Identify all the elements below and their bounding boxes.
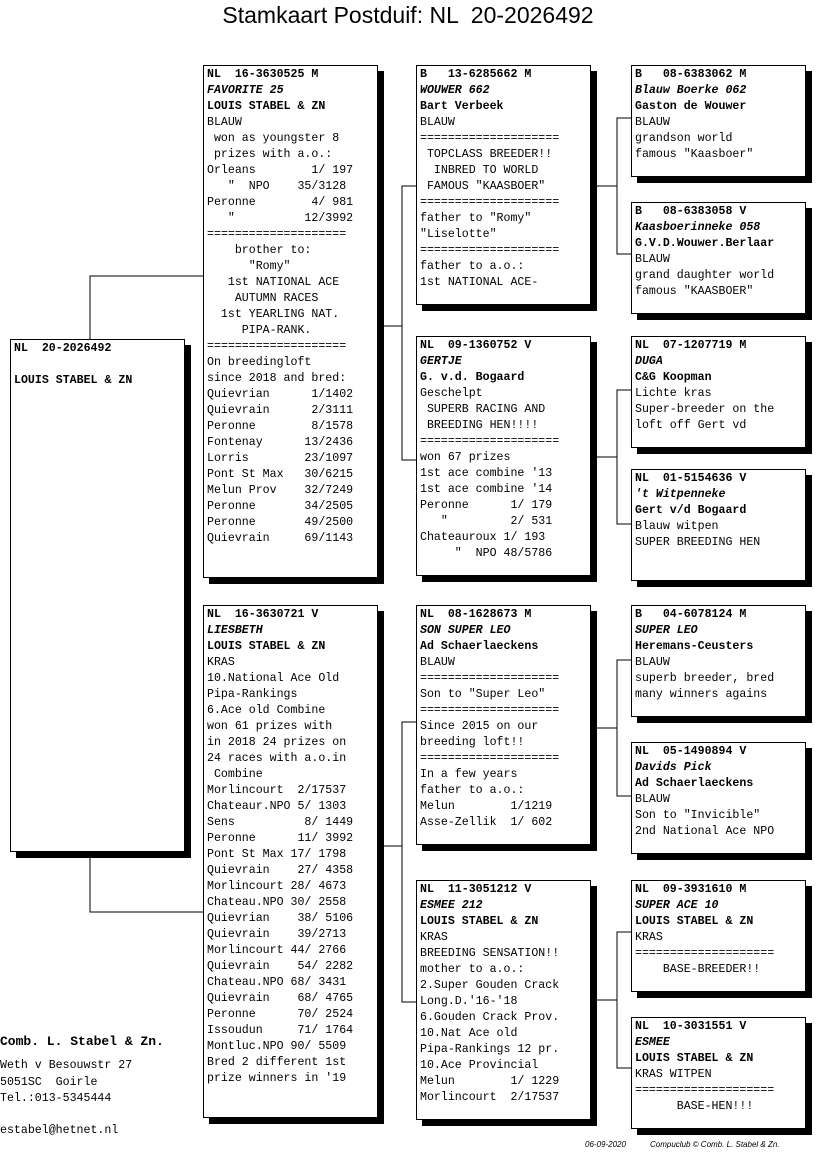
pedigree-card-father: [203, 65, 378, 578]
info-line: Quievrain 2/3111: [207, 404, 354, 417]
breeder: Gert v/d Bogaard: [635, 504, 747, 517]
info-line: Long.D.'16-'18: [420, 995, 518, 1008]
info-line: AUTUMN RACES: [207, 292, 319, 305]
ring-number: NL 07-1207719 M: [635, 339, 747, 352]
connector-ff-fff: [597, 118, 633, 186]
info-line: loft off Gert vd: [635, 419, 747, 432]
info-line: ====================: [420, 672, 560, 685]
info-line: ====================: [420, 132, 560, 145]
ring-number: B 04-6078124 M: [635, 608, 747, 621]
info-line: Quievrain 54/ 2282: [207, 960, 354, 973]
connector-mm-mmf: [597, 932, 633, 1000]
info-line: ====================: [420, 244, 560, 257]
info-line: Issoudun 71/ 1764: [207, 1024, 354, 1037]
info-line: father to a.o.:: [420, 784, 525, 797]
breeder: LOUIS STABEL & ZN: [207, 100, 326, 113]
color: KRAS WITPEN: [635, 1068, 712, 1081]
info-line: Orleans 1/ 197: [207, 164, 354, 177]
info-line: Quievrain 39/2713: [207, 928, 347, 941]
info-line: 10.National Ace Old: [207, 672, 340, 685]
info-line: INBRED TO WORLD: [420, 164, 539, 177]
color: Blauw witpen: [635, 520, 719, 533]
pigeon-name: WOUWER 662: [420, 84, 490, 97]
ring-number: B 13-6285662 M: [420, 68, 532, 81]
info-lines: [635, 946, 802, 978]
breeder: G. v.d. Bogaard: [420, 371, 525, 384]
info-line: since 2018 and bred:: [207, 372, 347, 385]
pedigree-card-mm: [416, 880, 591, 1120]
color: BLAUW: [207, 116, 242, 129]
info-line: Pont St Max 17/ 1798: [207, 848, 347, 861]
breeder: C&G Koopman: [635, 371, 712, 384]
breeder: LOUIS STABEL & ZN: [635, 1052, 754, 1065]
info-line: Morlincourt 44/ 2766: [207, 944, 347, 957]
breeder: Bart Verbeek: [420, 100, 504, 113]
info-lines: [635, 671, 802, 703]
ring-number: NL 11-3051212 V: [420, 883, 532, 896]
color: KRAS: [635, 931, 663, 944]
info-line: Chateauroux 1/ 193: [420, 531, 546, 544]
color: BLAUW: [635, 793, 670, 806]
pigeon-name: SON SUPER LEO: [420, 624, 511, 637]
breeder: Gaston de Wouwer: [635, 100, 747, 113]
pigeon-name: ESMEE 212: [420, 899, 483, 912]
info-line: many winners agains: [635, 688, 768, 701]
info-line: Melun Prov 32/7249: [207, 484, 354, 497]
owner: LOUIS STABEL & ZN: [14, 374, 133, 387]
info-line: Quievrain 27/ 4358: [207, 864, 354, 877]
info-lines: [420, 131, 587, 291]
info-line: " NPO 48/5786: [420, 547, 553, 560]
info-line: ====================: [420, 752, 560, 765]
info-line: Lorris 23/1097: [207, 452, 354, 465]
info-line: 24 races with a.o.in: [207, 752, 347, 765]
info-line: Montluc.NPO 90/ 5509: [207, 1040, 347, 1053]
connector-mother-mf: [384, 722, 418, 846]
info-line: Peronne 11/ 3992: [207, 832, 354, 845]
ring-number: B 08-6383058 V: [635, 205, 747, 218]
contact-street: Weth v Besouwstr 27: [0, 1059, 133, 1072]
pedigree-card-ff: [416, 65, 591, 305]
info-line: Fontenay 13/2436: [207, 436, 354, 449]
pigeon-name: GERTJE: [420, 355, 462, 368]
info-line: famous "Kaasboer": [635, 148, 754, 161]
info-line: ====================: [420, 196, 560, 209]
info-line: 1st NATIONAL ACE: [207, 276, 340, 289]
breeder: Ad Schaerlaeckens: [635, 777, 754, 790]
info-lines: [635, 402, 802, 434]
ring-number: NL 08-1628673 M: [420, 608, 532, 621]
footer-credit: Compuclub © Comb. L. Stabel & Zn.: [650, 1140, 780, 1149]
info-lines: [207, 131, 374, 547]
info-line: Quievrain 68/ 4765: [207, 992, 354, 1005]
info-line: Super-breeder on the: [635, 403, 775, 416]
info-line: ====================: [635, 947, 775, 960]
info-line: won 67 prizes: [420, 451, 511, 464]
info-line: BASE-HEN!!!: [635, 1100, 754, 1113]
breeder: Heremans-Ceusters: [635, 640, 754, 653]
info-line: Morlincourt 2/17537: [207, 784, 347, 797]
info-line: 1st ace combine '13: [420, 467, 553, 480]
info-line: superb breeder, bred: [635, 672, 775, 685]
page-title: Stamkaart Postduif: NL 20-2026492: [222, 2, 594, 28]
pedigree-card-mmm: [631, 1017, 806, 1129]
info-line: Chateau.NPO 68/ 3431: [207, 976, 347, 989]
info-line: " 2/ 531: [420, 515, 553, 528]
info-line: Pipa-Rankings 12 pr.: [420, 1043, 560, 1056]
info-line: " NPO 35/3128: [207, 180, 347, 193]
ring-number: NL 05-1490894 V: [635, 745, 747, 758]
breeder: LOUIS STABEL & ZN: [207, 640, 326, 653]
info-line: Peronne 8/1578: [207, 420, 354, 433]
info-line: Son to "Super Leo": [420, 688, 546, 701]
connector-father-ff: [384, 186, 418, 326]
pedigree-card-ffm: [631, 202, 806, 314]
info-lines: [420, 402, 587, 562]
info-line: 10.Nat Ace old: [420, 1027, 518, 1040]
info-line: breeding loft!!: [420, 736, 525, 749]
info-line: Quievrain 69/1143: [207, 532, 354, 545]
pedigree-card-mother: [203, 605, 378, 1118]
info-line: FAMOUS "KAASBOER": [420, 180, 546, 193]
info-line: SUPER BREEDING HEN: [635, 536, 761, 549]
breeder: Ad Schaerlaeckens: [420, 640, 539, 653]
info-line: Morlincourt 2/17537: [420, 1091, 560, 1104]
info-line: prize winners in '19: [207, 1072, 347, 1085]
pigeon-name: FAVORITE 25: [207, 84, 284, 97]
info-line: BREEDING HEN!!!!: [420, 419, 539, 432]
info-line: ====================: [207, 228, 347, 241]
pigeon-name: 't Witpenneke: [635, 488, 726, 501]
info-line: Peronne 70/ 2524: [207, 1008, 354, 1021]
pigeon-name: DUGA: [635, 355, 663, 368]
info-line: Quievrian 38/ 5106: [207, 912, 354, 925]
ring-number: NL 16-3630525 M: [207, 68, 319, 81]
info-line: TOPCLASS BREEDER!!: [420, 148, 553, 161]
pedigree-card-mmf: [631, 880, 806, 992]
color: BLAUW: [635, 656, 670, 669]
info-line: brother to:: [207, 244, 312, 257]
info-line: father to a.o.:: [420, 260, 525, 273]
info-line: Peronne 49/2500: [207, 516, 354, 529]
info-line: ====================: [420, 704, 560, 717]
pigeon-name: Blauw Boerke 062: [635, 84, 747, 97]
info-line: prizes with a.o.:: [207, 148, 333, 161]
pedigree-card-fmm: [631, 469, 806, 581]
info-lines: [207, 671, 374, 1087]
info-line: 6.Gouden Crack Prov.: [420, 1011, 560, 1024]
info-line: On breedingloft: [207, 356, 312, 369]
contact-name: Comb. L. Stabel & Zn.: [0, 1034, 164, 1049]
info-line: ====================: [635, 1084, 775, 1097]
info-line: won 61 prizes with: [207, 720, 333, 733]
info-line: 6.Ace old Combine: [207, 704, 326, 717]
ring-number: NL 09-3931610 M: [635, 883, 747, 896]
ring-number: NL 20-2026492: [14, 342, 112, 355]
pedigree-card-subject: [10, 339, 185, 852]
pedigree-card-mf: [416, 605, 591, 845]
info-line: Asse-Zellik 1/ 602: [420, 816, 553, 829]
breeder: LOUIS STABEL & ZN: [420, 915, 539, 928]
breeder: G.V.D.Wouwer.Berlaar: [635, 237, 775, 250]
info-lines: [635, 808, 802, 840]
color: BLAUW: [635, 253, 670, 266]
color: BLAUW: [420, 656, 455, 669]
info-line: Since 2015 on our: [420, 720, 539, 733]
info-line: mother to a.o.:: [420, 963, 525, 976]
info-line: grand daughter world: [635, 269, 775, 282]
ring-number: NL 10-3031551 V: [635, 1020, 747, 1033]
info-line: PIPA-RANK.: [207, 324, 312, 337]
info-line: 1st NATIONAL ACE-: [420, 276, 539, 289]
color: KRAS: [207, 656, 235, 669]
ring-number: NL 01-5154636 V: [635, 472, 747, 485]
info-line: Pont St Max 30/6215: [207, 468, 354, 481]
info-line: "Liselotte": [420, 228, 497, 241]
info-line: Chateaur.NPO 5/ 1303: [207, 800, 347, 813]
info-line: won as youngster 8: [207, 132, 340, 145]
pedigree-card-fm: [416, 336, 591, 576]
pedigree-card-fff: [631, 65, 806, 177]
pigeon-name: SUPER LEO: [635, 624, 698, 637]
info-line: BASE-BREEDER!!: [635, 963, 761, 976]
info-lines: [635, 268, 802, 300]
info-line: Peronne 34/2505: [207, 500, 354, 513]
info-line: Peronne 4/ 981: [207, 196, 354, 209]
connector-subject-mother: [90, 851, 205, 912]
contact-phone: Tel.:013-5345444: [0, 1092, 112, 1105]
info-lines: [420, 946, 587, 1106]
info-lines: [635, 1083, 802, 1115]
info-line: " 12/3992: [207, 212, 354, 225]
ring-number: NL 16-3630721 V: [207, 608, 319, 621]
info-line: Chateau.NPO 30/ 2558: [207, 896, 347, 909]
info-line: Peronne 1/ 179: [420, 499, 553, 512]
info-line: 10.Ace Provincial: [420, 1059, 539, 1072]
info-line: grandson world: [635, 132, 733, 145]
pigeon-name: Kaasboerinneke 058: [635, 221, 761, 234]
footer-date: 06-09-2020: [585, 1140, 626, 1149]
info-line: BREEDING SENSATION!!: [420, 947, 560, 960]
info-lines: [635, 131, 802, 163]
info-line: Melun 1/1219: [420, 800, 553, 813]
info-line: Melun 1/ 1229: [420, 1075, 560, 1088]
color: BLAUW: [635, 116, 670, 129]
pigeon-name: Davids Pick: [635, 761, 712, 774]
info-line: SUPERB RACING AND: [420, 403, 546, 416]
color: Lichte kras: [635, 387, 712, 400]
color: Geschelpt: [420, 387, 483, 400]
pigeon-name: SUPER ACE 10: [635, 899, 719, 912]
connector-mf-mff: [597, 660, 633, 728]
info-line: ====================: [420, 435, 560, 448]
color: BLAUW: [420, 116, 455, 129]
info-line: "Romy": [207, 260, 291, 273]
connector-fm-fmf: [597, 390, 633, 457]
info-line: ====================: [207, 340, 347, 353]
ring-number: B 08-6383062 M: [635, 68, 747, 81]
breeder: LOUIS STABEL & ZN: [635, 915, 754, 928]
info-line: father to "Romy": [420, 212, 532, 225]
info-line: In a few years: [420, 768, 518, 781]
info-line: Quievrian 1/1402: [207, 388, 354, 401]
info-lines: [635, 535, 802, 551]
info-line: Pipa-Rankings: [207, 688, 298, 701]
pedigree-card-fmf: [631, 336, 806, 448]
info-line: Bred 2 different 1st: [207, 1056, 347, 1069]
connector-subject-father: [90, 276, 205, 340]
pigeon-name: LIESBETH: [207, 624, 263, 637]
info-line: Son to "Invicible": [635, 809, 761, 822]
info-line: Combine: [207, 768, 263, 781]
info-line: famous "KAASBOER": [635, 285, 754, 298]
info-lines: [420, 671, 587, 831]
pigeon-name: ESMEE: [635, 1036, 670, 1049]
info-line: 1st ace combine '14: [420, 483, 553, 496]
info-line: 2.Super Gouden Crack: [420, 979, 560, 992]
info-line: 1st YEARLING NAT.: [207, 308, 340, 321]
color: KRAS: [420, 931, 448, 944]
contact-city: 5051SC Goirle: [0, 1076, 98, 1089]
info-line: in 2018 24 prizes on: [207, 736, 347, 749]
ring-number: NL 09-1360752 V: [420, 339, 532, 352]
info-line: Sens 8/ 1449: [207, 816, 354, 829]
contact-email[interactable]: estabel@hetnet.nl: [0, 1124, 119, 1137]
pedigree-card-mfm: [631, 742, 806, 854]
pedigree-card-mff: [631, 605, 806, 717]
info-line: Morlincourt 28/ 4673: [207, 880, 347, 893]
info-line: 2nd National Ace NPO: [635, 825, 775, 838]
